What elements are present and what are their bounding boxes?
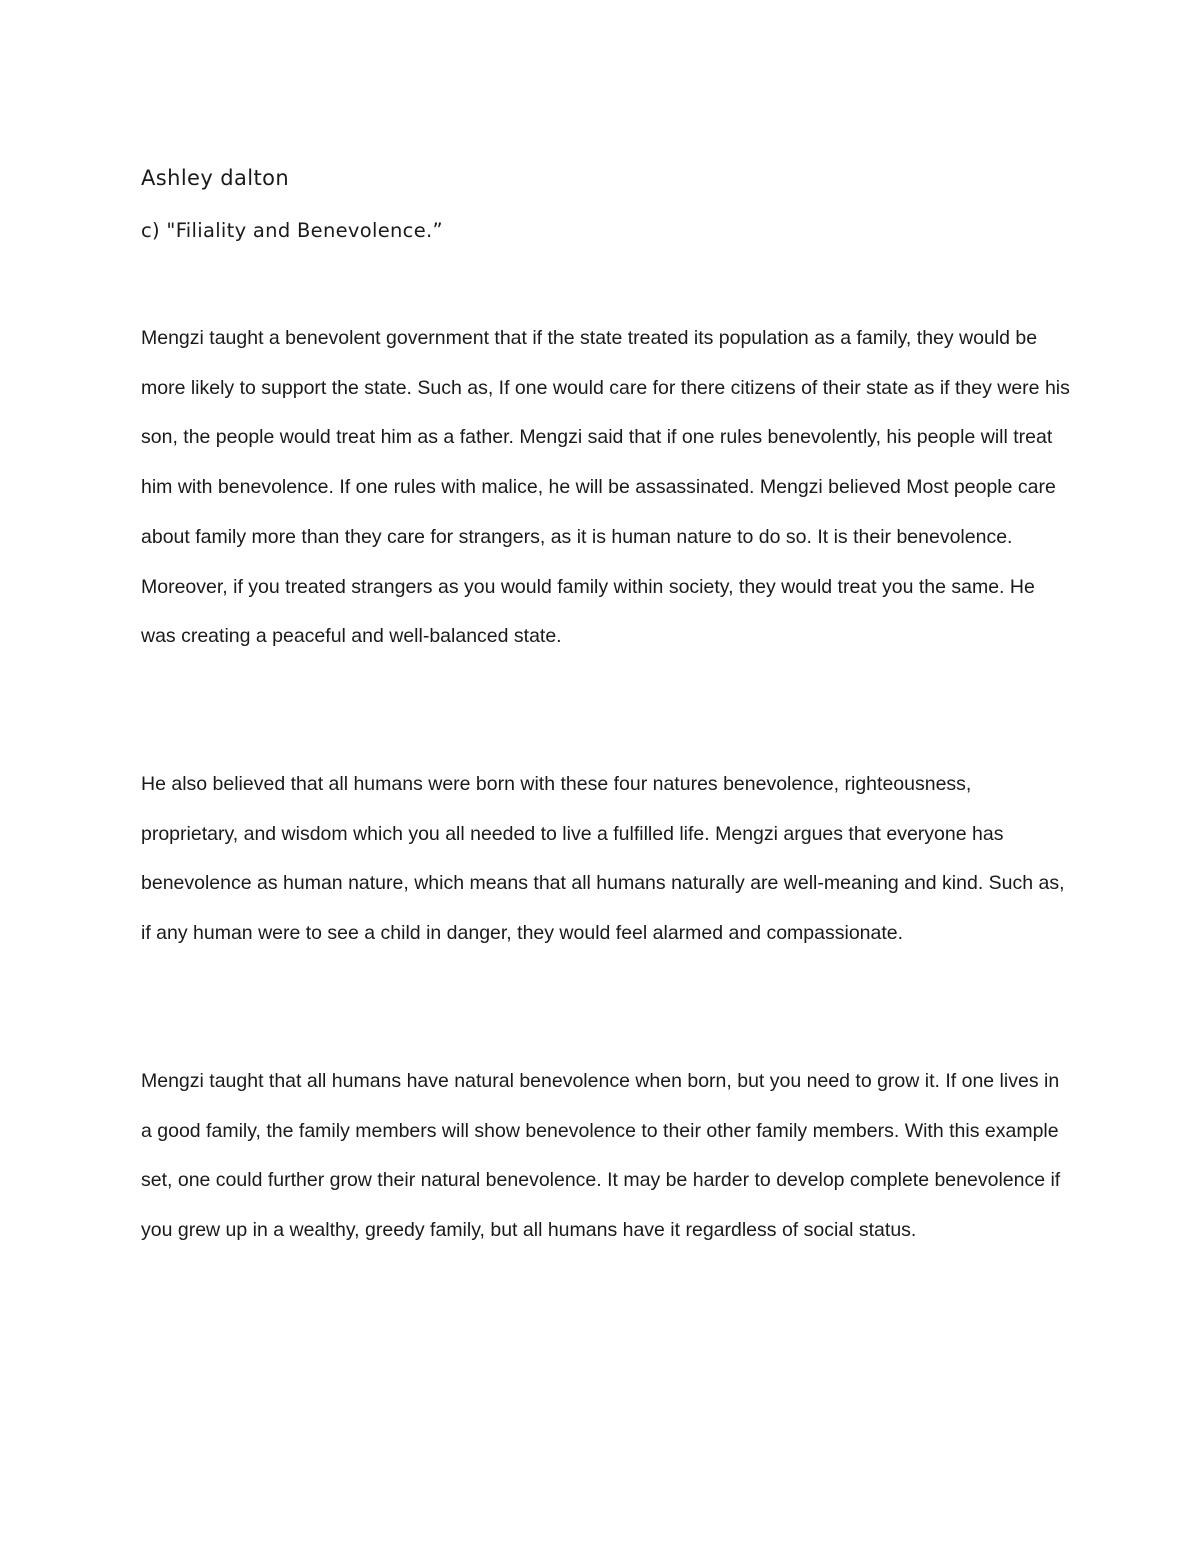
paragraph-growing-benevolence: Mengzi taught that all humans have natural benevolence when born, but you need to grow it. If one lives in a good family, the family members will show benevolence to their other family members. With this example set, one could further grow their natural benevolence. It may be harder to develop complete benevolence if you grew up in a wealthy, greedy family, but all humans have it regardless of social status.	[141, 1070, 1061, 1242]
author-name: Ashley dalton	[141, 166, 290, 190]
document-header	[141, 163, 1081, 246]
paragraph-four-natures: He also believed that all humans were born with these four natures benevolence, righteousness, proprietary, and wisdom which you all needed to live a fulfilled life. Mengzi argues that everyone has benevolence as human nature, which means that all humans naturally are well-meaning and kind. Such as, if any human were to see a child in danger, they would feel alarmed and compassionate.	[141, 773, 1065, 945]
paragraph-benevolent-government: Mengzi taught a benevolent government that if the state treated its population as a family, they would be more likely to support the state. Such as, If one would care for there citizens of their state as if they were his son, the people would treat him as a father. Mengzi said that if one rules benevolently, his people will treat him with benevolence. If one rules with malice, he will be assassinated. Mengzi believed Most people care about family more than they care for strangers, as it is human nature to do so. It is their benevolence. Moreover, if you treated strangers as you would family within society, they would treat you the same. He was creating a peaceful and well-balanced state.	[141, 327, 1070, 648]
assignment-title: c) "Filiality and Benevolence.”	[141, 219, 443, 242]
